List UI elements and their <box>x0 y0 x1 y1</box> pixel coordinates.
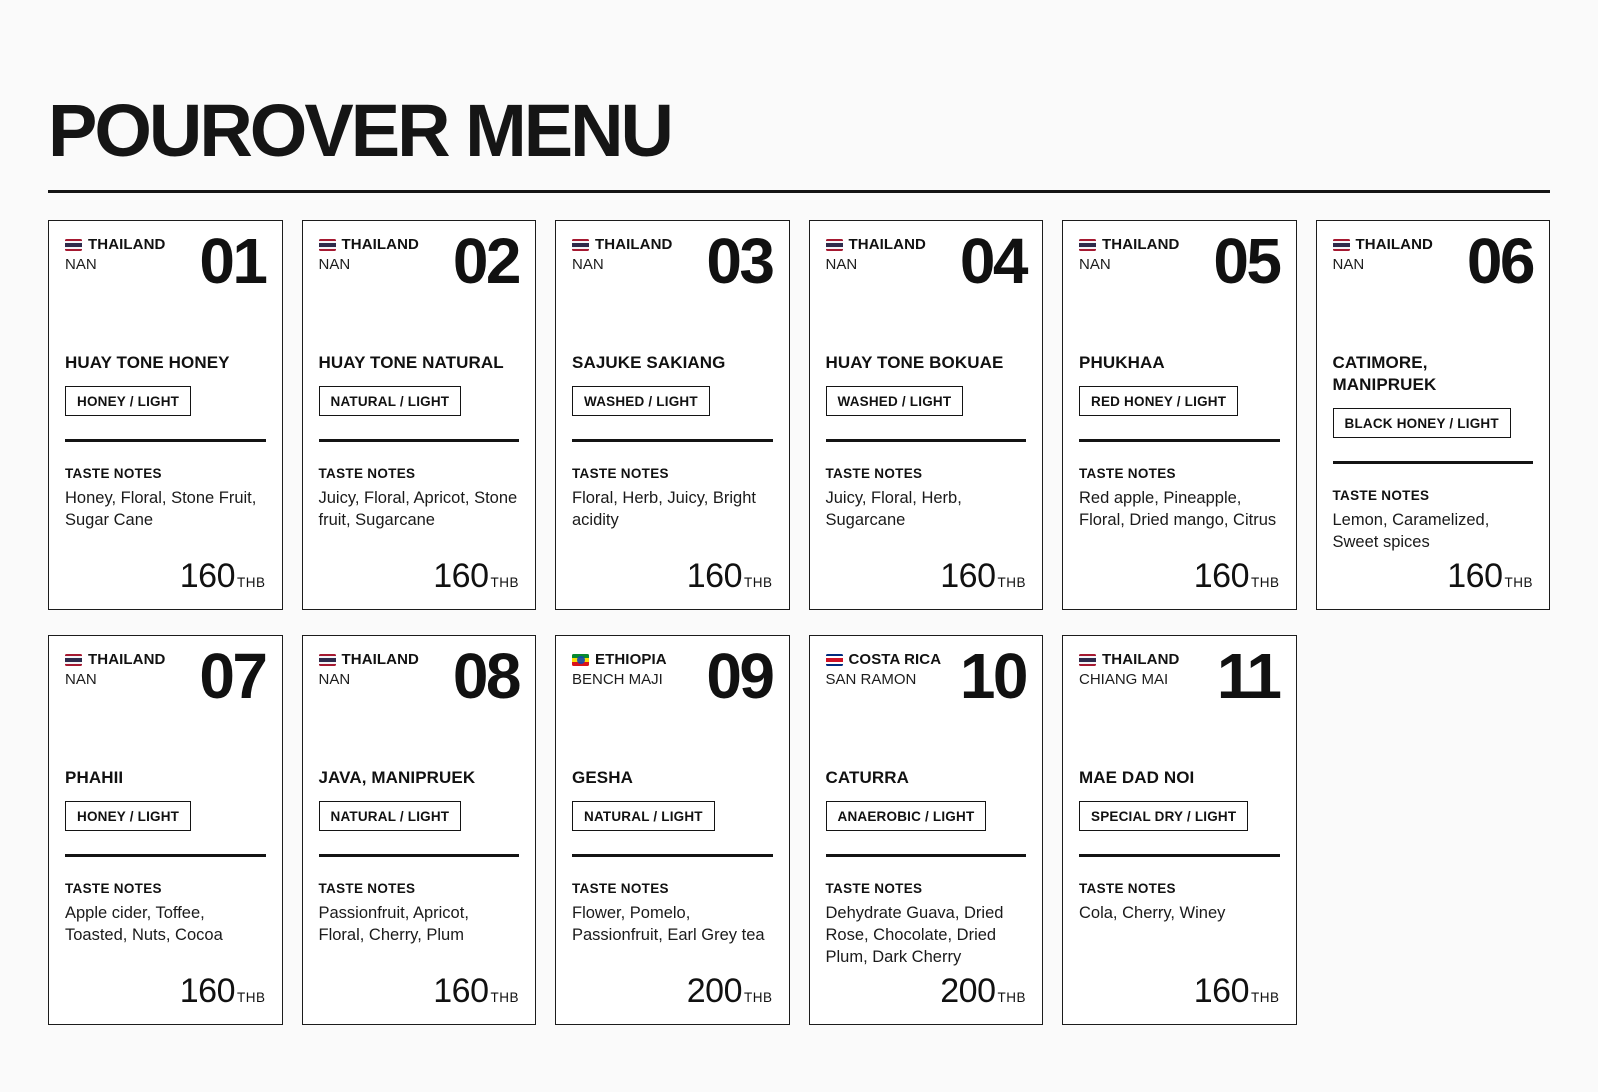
origin-block <box>1079 236 1179 273</box>
taste-notes-text: Juicy, Floral, Apricot, Stone fruit, Sugarcane <box>318 489 518 529</box>
card-header <box>572 640 773 712</box>
taste-notes-text: Juicy, Floral, Herb, Sugarcane <box>825 489 962 529</box>
price-row <box>433 557 519 596</box>
origin-block <box>319 236 419 273</box>
currency-label: THB <box>237 575 266 590</box>
card-header <box>65 225 266 297</box>
currency-label: THB <box>997 990 1026 1005</box>
origin-block <box>1079 651 1179 688</box>
card-header <box>572 225 773 297</box>
price-row <box>687 972 773 1011</box>
country-row <box>826 236 926 253</box>
country-row <box>1333 236 1433 253</box>
process-badge: SPECIAL DRY / LIGHT <box>1079 801 1248 831</box>
title-underline <box>48 190 1550 193</box>
coffee-name: CATURRA <box>825 768 909 787</box>
page-title: POUROVER MENU <box>48 89 671 172</box>
coffee-card <box>48 635 283 1025</box>
price-value: 160 <box>940 557 996 595</box>
currency-label: THB <box>237 990 266 1005</box>
card-divider <box>1333 461 1534 464</box>
taste-notes-text: Passionfruit, Apricot, Floral, Cherry, Plum <box>318 904 469 944</box>
process-badge: NATURAL / LIGHT <box>319 801 462 831</box>
taste-notes-label: TASTE NOTES <box>825 881 923 897</box>
price-value: 200 <box>940 972 996 1010</box>
origin-block <box>572 236 672 273</box>
flag-thailand-icon <box>1079 239 1096 251</box>
price-row <box>433 972 519 1011</box>
card-number: 07 <box>199 640 266 712</box>
taste-notes-label: TASTE NOTES <box>572 466 669 482</box>
card-number: 10 <box>959 640 1026 712</box>
price-row <box>1194 972 1280 1011</box>
coffee-name: JAVA, MANIPRUEK <box>318 768 476 787</box>
price-value: 200 <box>686 972 742 1010</box>
currency-label: THB <box>490 575 519 590</box>
country-row <box>826 651 942 668</box>
card-divider <box>319 439 520 442</box>
country-label: THAILAND <box>1102 236 1180 253</box>
coffee-card <box>48 220 283 610</box>
price-row <box>1447 557 1533 596</box>
process-badge: BLACK HONEY / LIGHT <box>1333 408 1511 438</box>
price-value: 160 <box>179 557 235 595</box>
card-header <box>1332 225 1534 297</box>
region-label: NAN <box>1332 256 1365 273</box>
coffee-card <box>1316 220 1551 610</box>
menu-grid <box>48 220 1550 1025</box>
taste-notes-label: TASTE NOTES <box>318 881 416 897</box>
taste-notes-label: TASTE NOTES <box>65 881 162 897</box>
card-number: 04 <box>959 225 1026 297</box>
price-value: 160 <box>179 972 235 1010</box>
card-divider <box>319 854 520 857</box>
card-divider <box>826 854 1027 857</box>
card-divider <box>1079 439 1280 442</box>
card-number: 09 <box>706 640 773 712</box>
taste-notes-label: TASTE NOTES <box>825 466 923 482</box>
card-header <box>1079 225 1280 297</box>
country-label: THAILAND <box>341 651 419 668</box>
coffee-name: PHUKHAA <box>1079 353 1165 372</box>
price-value: 160 <box>433 972 489 1010</box>
coffee-name: CATIMORE, MANIPRUEK <box>1332 353 1437 395</box>
coffee-card <box>1062 635 1297 1025</box>
country-label: THAILAND <box>88 651 166 668</box>
card-number: 08 <box>452 640 519 712</box>
flag-thailand-icon <box>319 654 336 666</box>
taste-notes-label: TASTE NOTES <box>572 881 669 897</box>
origin-block <box>65 651 165 688</box>
card-header <box>825 640 1027 712</box>
coffee-card <box>809 220 1044 610</box>
taste-notes-label: TASTE NOTES <box>318 466 416 482</box>
region-label: CHIANG MAI <box>1079 671 1169 688</box>
region-label: NAN <box>1079 256 1111 273</box>
taste-notes-label: TASTE NOTES <box>65 466 162 482</box>
country-row <box>65 236 165 253</box>
country-row <box>572 236 672 253</box>
country-label: THAILAND <box>88 236 166 253</box>
card-divider <box>572 439 773 442</box>
flag-thailand-icon <box>1079 654 1096 666</box>
country-row <box>572 651 667 668</box>
origin-block <box>1333 236 1433 273</box>
taste-notes-text: Dehydrate Guava, Dried Rose, Chocolate, Dried Plum, Dark Cherry <box>825 904 1004 966</box>
process-badge: WASHED / LIGHT <box>572 386 710 416</box>
price-value: 160 <box>1447 557 1503 595</box>
flag-thailand-icon <box>65 239 82 251</box>
taste-notes-text: Floral, Herb, Juicy, Bright acidity <box>572 489 756 529</box>
card-header <box>318 640 520 712</box>
process-badge: ANAEROBIC / LIGHT <box>826 801 987 831</box>
region-label: NAN <box>572 256 604 273</box>
flag-ethiopia-icon <box>572 654 589 666</box>
coffee-name: MAE DAD NOI <box>1079 768 1195 787</box>
taste-notes-label: TASTE NOTES <box>1079 881 1176 897</box>
card-number: 03 <box>706 225 773 297</box>
pourover-menu-page <box>0 89 1598 1025</box>
country-row <box>1079 651 1179 668</box>
country-label: THAILAND <box>1102 651 1180 668</box>
card-header <box>825 225 1027 297</box>
coffee-name: HUAY TONE NATURAL <box>318 353 504 372</box>
taste-notes-text: Cola, Cherry, Winey <box>1079 904 1226 923</box>
currency-label: THB <box>1504 575 1533 590</box>
flag-thailand-icon <box>65 654 82 666</box>
process-badge: RED HONEY / LIGHT <box>1079 386 1238 416</box>
card-header <box>1079 640 1280 712</box>
country-row <box>319 651 419 668</box>
coffee-card <box>555 220 790 610</box>
origin-block <box>826 651 942 688</box>
price-row <box>940 557 1026 596</box>
card-divider <box>65 439 266 442</box>
coffee-name: HUAY TONE HONEY <box>65 353 230 372</box>
card-number: 06 <box>1466 225 1533 297</box>
region-label: NAN <box>318 256 351 273</box>
taste-notes-text: Lemon, Caramelized, Sweet spices <box>1332 511 1490 551</box>
card-divider <box>826 439 1027 442</box>
country-label: THAILAND <box>341 236 419 253</box>
country-row <box>319 236 419 253</box>
price-row <box>1194 557 1280 596</box>
country-label: THAILAND <box>848 236 926 253</box>
flag-thailand-icon <box>572 239 589 251</box>
taste-notes-label: TASTE NOTES <box>1332 488 1430 504</box>
taste-notes-text: Flower, Pomelo, Passionfruit, Earl Grey tea <box>572 904 765 944</box>
process-badge: HONEY / LIGHT <box>65 801 191 831</box>
coffee-name: GESHA <box>572 768 633 787</box>
flag-thailand-icon <box>826 239 843 251</box>
taste-notes-text: Apple cider, Toffee, Toasted, Nuts, Cocoa <box>65 904 223 944</box>
price-value: 160 <box>1193 972 1249 1010</box>
coffee-card <box>1062 220 1297 610</box>
country-label: ETHIOPIA <box>595 651 667 668</box>
currency-label: THB <box>744 990 773 1005</box>
card-divider <box>1079 854 1280 857</box>
coffee-card <box>302 635 537 1025</box>
region-label: SAN RAMON <box>825 671 917 688</box>
flag-thailand-icon <box>1333 239 1350 251</box>
origin-block <box>572 651 667 688</box>
card-divider <box>572 854 773 857</box>
taste-notes-label: TASTE NOTES <box>1079 466 1176 482</box>
region-label: NAN <box>318 671 351 688</box>
taste-notes-text: Honey, Floral, Stone Fruit, Sugar Cane <box>65 489 257 529</box>
coffee-name: SAJUKE SAKIANG <box>572 353 726 372</box>
process-badge: WASHED / LIGHT <box>826 386 964 416</box>
process-badge: NATURAL / LIGHT <box>572 801 715 831</box>
price-value: 160 <box>686 557 742 595</box>
region-label: BENCH MAJI <box>572 671 663 688</box>
coffee-name: PHAHII <box>65 768 124 787</box>
currency-label: THB <box>490 990 519 1005</box>
price-row <box>687 557 773 596</box>
price-value: 160 <box>1193 557 1249 595</box>
taste-notes-text: Red apple, Pineapple, Floral, Dried mango, Citrus <box>1079 489 1277 529</box>
currency-label: THB <box>997 575 1026 590</box>
card-number: 11 <box>1216 640 1280 712</box>
region-label: NAN <box>825 256 858 273</box>
origin-block <box>319 651 419 688</box>
region-label: NAN <box>65 671 97 688</box>
coffee-card <box>302 220 537 610</box>
card-header <box>65 640 266 712</box>
card-number: 05 <box>1213 225 1280 297</box>
country-label: THAILAND <box>595 236 673 253</box>
price-row <box>180 972 266 1011</box>
country-row <box>65 651 165 668</box>
card-header <box>318 225 520 297</box>
coffee-card <box>555 635 790 1025</box>
origin-block <box>826 236 926 273</box>
coffee-card <box>809 635 1044 1025</box>
card-number: 01 <box>199 225 266 297</box>
process-badge: NATURAL / LIGHT <box>319 386 462 416</box>
origin-block <box>65 236 165 273</box>
card-number: 02 <box>452 225 519 297</box>
price-value: 160 <box>433 557 489 595</box>
country-label: COSTA RICA <box>848 651 942 668</box>
flag-thailand-icon <box>319 239 336 251</box>
country-row <box>1079 236 1179 253</box>
currency-label: THB <box>744 575 773 590</box>
price-row <box>940 972 1026 1011</box>
region-label: NAN <box>65 256 97 273</box>
price-row <box>180 557 266 596</box>
country-label: THAILAND <box>1355 236 1433 253</box>
flag-costa_rica-icon <box>826 654 843 666</box>
card-divider <box>65 854 266 857</box>
currency-label: THB <box>1251 575 1280 590</box>
currency-label: THB <box>1251 990 1280 1005</box>
process-badge: HONEY / LIGHT <box>65 386 191 416</box>
coffee-name: HUAY TONE BOKUAE <box>825 353 1004 372</box>
flag-emblem <box>577 656 585 664</box>
